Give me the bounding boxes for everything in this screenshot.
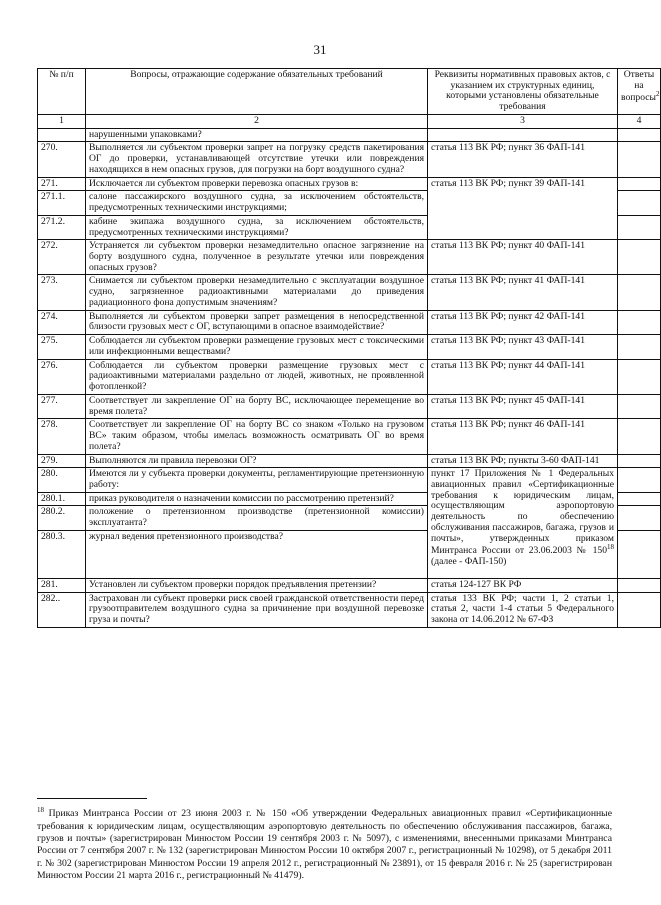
page-number: 31	[313, 42, 327, 57]
row-question: Исключается ли субъектом проверки перевозка опасных грузов в:	[86, 177, 428, 191]
row-answer[interactable]	[618, 275, 661, 310]
ref-group-tail: (далее - ФАП-150)	[431, 556, 507, 568]
table-row	[38, 394, 661, 418]
table-row	[38, 359, 661, 394]
row-question: Выполняется ли субъектом проверки запрет размещения в непосредственной близости грузовых мест с ОГ, вступающими в опасное взаимодействие?	[86, 310, 428, 334]
row-question: нарушенными упаковками?	[86, 128, 428, 142]
row-reference: статья 133 ВК РФ; части 1, 2 статьи 1, статья 2, части 1-4 статьи 5 Федерального закона от 14.06.2012 № 67-ФЗ	[428, 592, 618, 627]
table-row	[38, 419, 661, 454]
table-row	[38, 240, 661, 275]
row-answer[interactable]	[618, 492, 661, 506]
header-col-answers-footnote: 2	[655, 90, 660, 99]
row-number: 275.	[38, 335, 86, 359]
table-row	[38, 275, 661, 310]
row-reference: статья 113 ВК РФ; пункт 36 ФАП-141	[428, 142, 618, 177]
row-answer[interactable]	[618, 394, 661, 418]
table-row	[38, 128, 661, 142]
row-answer[interactable]	[618, 215, 661, 239]
footnote-divider	[37, 798, 147, 799]
row-question: салоне пассажирского воздушного судна, за исключением обстоятельств, предусмотренных техническими инструкциями;	[86, 191, 428, 215]
row-question: Соответствует ли закрепление ОГ на борту ВС, исключающее перемещение во время полета?	[86, 394, 428, 418]
row-number: 271.1.	[38, 191, 86, 215]
row-question: Застрахован ли субъект проверки риск своей гражданской ответственности перед грузоотправителем воздушного судна за причинение при воздушной перевозке груза и почты?	[86, 592, 428, 627]
row-number: 276.	[38, 359, 86, 394]
table-row	[38, 592, 661, 627]
row-question: кабине экипажа воздушного судна, за исключением обстоятельств, предусмотренных техническими инструкциями?	[86, 215, 428, 239]
row-reference	[428, 128, 618, 142]
row-reference: статья 113 ВК РФ; пункт 41 ФАП-141	[428, 275, 618, 310]
row-answer[interactable]	[618, 419, 661, 454]
table-row	[38, 454, 661, 468]
row-question: положение о претензионном производстве (претензионной комиссии) эксплуатанта?	[86, 506, 428, 530]
row-answer[interactable]	[618, 310, 661, 334]
row-number: 280.3.	[38, 530, 86, 578]
row-number: 282..	[38, 592, 86, 627]
row-number: 280.1.	[38, 492, 86, 506]
row-answer[interactable]	[618, 240, 661, 275]
row-number: 280.2.	[38, 506, 86, 530]
row-reference: статья 113 ВК РФ; пункт 46 ФАП-141	[428, 419, 618, 454]
column-number: 3	[428, 114, 618, 128]
row-question: Имеются ли у субъекта проверки документы, регламентирующие претензионную работу:	[86, 468, 428, 492]
row-question: Соответствует ли закрепление ОГ на борту ВС со знаком «Только на грузовом ВС» таким образом, чтобы имелась возможность осматривать ОГ во время полета?	[86, 419, 428, 454]
table-row	[38, 142, 661, 177]
header-col-answers-label: Ответы на вопросы	[621, 69, 656, 104]
header-col-references: Реквизиты нормативных правовых актов, с указанием их структурных единиц, которыми установлены обязательные требования	[428, 69, 618, 115]
row-number: 270.	[38, 142, 86, 177]
row-question: Снимается ли субъектом проверки незамедлительно с эксплуатации воздушное судно, загрязненное радиоактивными материалами до приведения радиационного фона допустимым значениям?	[86, 275, 428, 310]
row-question: Устраняется ли субъектом проверки незамедлительно опасное загрязнение на борту воздушного судна, полученное в результате утечки или повреждения опасных грузов?	[86, 240, 428, 275]
row-number: 279.	[38, 454, 86, 468]
row-reference: статья 124-127 ВК РФ	[428, 578, 618, 592]
row-number: 274.	[38, 310, 86, 334]
row-number: 278.	[38, 419, 86, 454]
ref-group-text: пункт 17 Приложения № 1 Федеральных авиационных правил «Сертификационные требования к юридическим лицам, осуществляющим аэропортовую деятельность по обеспечению обслуживания пассажиров, багажа, грузов и почты», утвержденных приказом Минтранса России от 23.06.2003 № 150	[431, 468, 614, 557]
table-row	[38, 578, 661, 592]
row-question: Соблюдается ли субъектом проверки размещение грузовых мест с токсическими или инфекционными веществами?	[86, 335, 428, 359]
row-number: 273.	[38, 275, 86, 310]
requirements-table	[37, 68, 661, 628]
table-row	[38, 310, 661, 334]
header-col-answers	[618, 69, 661, 115]
row-reference: статья 113 ВК РФ; пункт 39 ФАП-141	[428, 177, 618, 240]
row-answer[interactable]	[618, 454, 661, 468]
row-reference: статья 113 ВК РФ; пункт 42 ФАП-141	[428, 310, 618, 334]
row-answer[interactable]	[618, 142, 661, 177]
column-number-row	[38, 114, 661, 128]
ref-group-footnote-mark: 18	[607, 543, 614, 552]
header-col-questions: Вопросы, отражающие содержание обязательных требований	[86, 69, 428, 115]
row-answer[interactable]	[618, 506, 661, 530]
row-question: Установлен ли субъектом проверки порядок предъявления претензии?	[86, 578, 428, 592]
row-question: журнал ведения претензионного производства?	[86, 530, 428, 578]
row-question: Соблюдается ли субъектом проверки размещение грузовых мест с радиоактивными материалами раздельно от людей, животных, не проявленной фотопленкой?	[86, 359, 428, 394]
row-answer[interactable]	[618, 592, 661, 627]
column-number: 2	[86, 114, 428, 128]
row-number: 277.	[38, 394, 86, 418]
row-reference: статья 113 ВК РФ; пункт 45 ФАП-141	[428, 394, 618, 418]
table-row	[38, 335, 661, 359]
row-question: приказ руководителя о назначении комиссии по рассмотрению претензий?	[86, 492, 428, 506]
row-answer[interactable]	[618, 578, 661, 592]
table-header-row	[38, 69, 661, 115]
row-reference: статья 113 ВК РФ; пункты 3-60 ФАП-141	[428, 454, 618, 468]
footnote	[37, 806, 612, 883]
footnote-text: Приказ Минтранса России от 23 июня 2003 г. № 150 «Об утверждении Федеральных авиационных правил «Сертификационные требования к юридическим лицам, осуществляющим аэропортовую деятельность по обеспечению обслуживания пассажиров, багажа, грузов и почты» (зарегистрирован Минюстом России 19 сентября 2003 г. № 5097), с изменениями, внесенными приказами Минтранса России от 7 сентября 2007 г. № 132 (зарегистрирован Минюстом России 10 октября 2007 г., регистрационный № 10298), от 5 декабря 2011 г. № 302 (зарегистрирован Минюстом России 19 апреля 2012 г., регистрационный № 23891), от 15 февраля 2016 г. № 25 (зарегистрирован Минюстом России 21 марта 2016 г., регистрационный № 41479).	[37, 808, 612, 882]
row-answer[interactable]	[618, 335, 661, 359]
row-answer[interactable]	[618, 191, 661, 215]
row-number: 271.2.	[38, 215, 86, 239]
table-row	[38, 177, 661, 191]
row-answer[interactable]	[618, 128, 661, 142]
column-number: 4	[618, 114, 661, 128]
column-number: 1	[38, 114, 86, 128]
row-question: Выполняются ли правила перевозки ОГ?	[86, 454, 428, 468]
table-row	[38, 468, 661, 492]
row-number: 281.	[38, 578, 86, 592]
row-answer[interactable]	[618, 468, 661, 492]
row-reference: статья 113 ВК РФ; пункт 43 ФАП-141	[428, 335, 618, 359]
row-reference: статья 113 ВК РФ; пункт 40 ФАП-141	[428, 240, 618, 275]
row-number: 272.	[38, 240, 86, 275]
header-col-number: № п/п	[38, 69, 86, 115]
row-answer[interactable]	[618, 530, 661, 578]
row-number	[38, 128, 86, 142]
row-question: Выполняется ли субъектом проверки запрет на погрузку средств пакетирования ОГ до проверки, устанавливающей отсутствие утечки или повреждения находящихся в нем опасных грузов, для погрузки на борт воздушного судна?	[86, 142, 428, 177]
row-reference-group	[428, 468, 618, 579]
row-answer[interactable]	[618, 359, 661, 394]
row-reference: статья 113 ВК РФ; пункт 44 ФАП-141	[428, 359, 618, 394]
footnote-mark: 18	[37, 806, 44, 814]
row-number: 271.	[38, 177, 86, 191]
row-number: 280.	[38, 468, 86, 492]
row-answer[interactable]	[618, 177, 661, 191]
